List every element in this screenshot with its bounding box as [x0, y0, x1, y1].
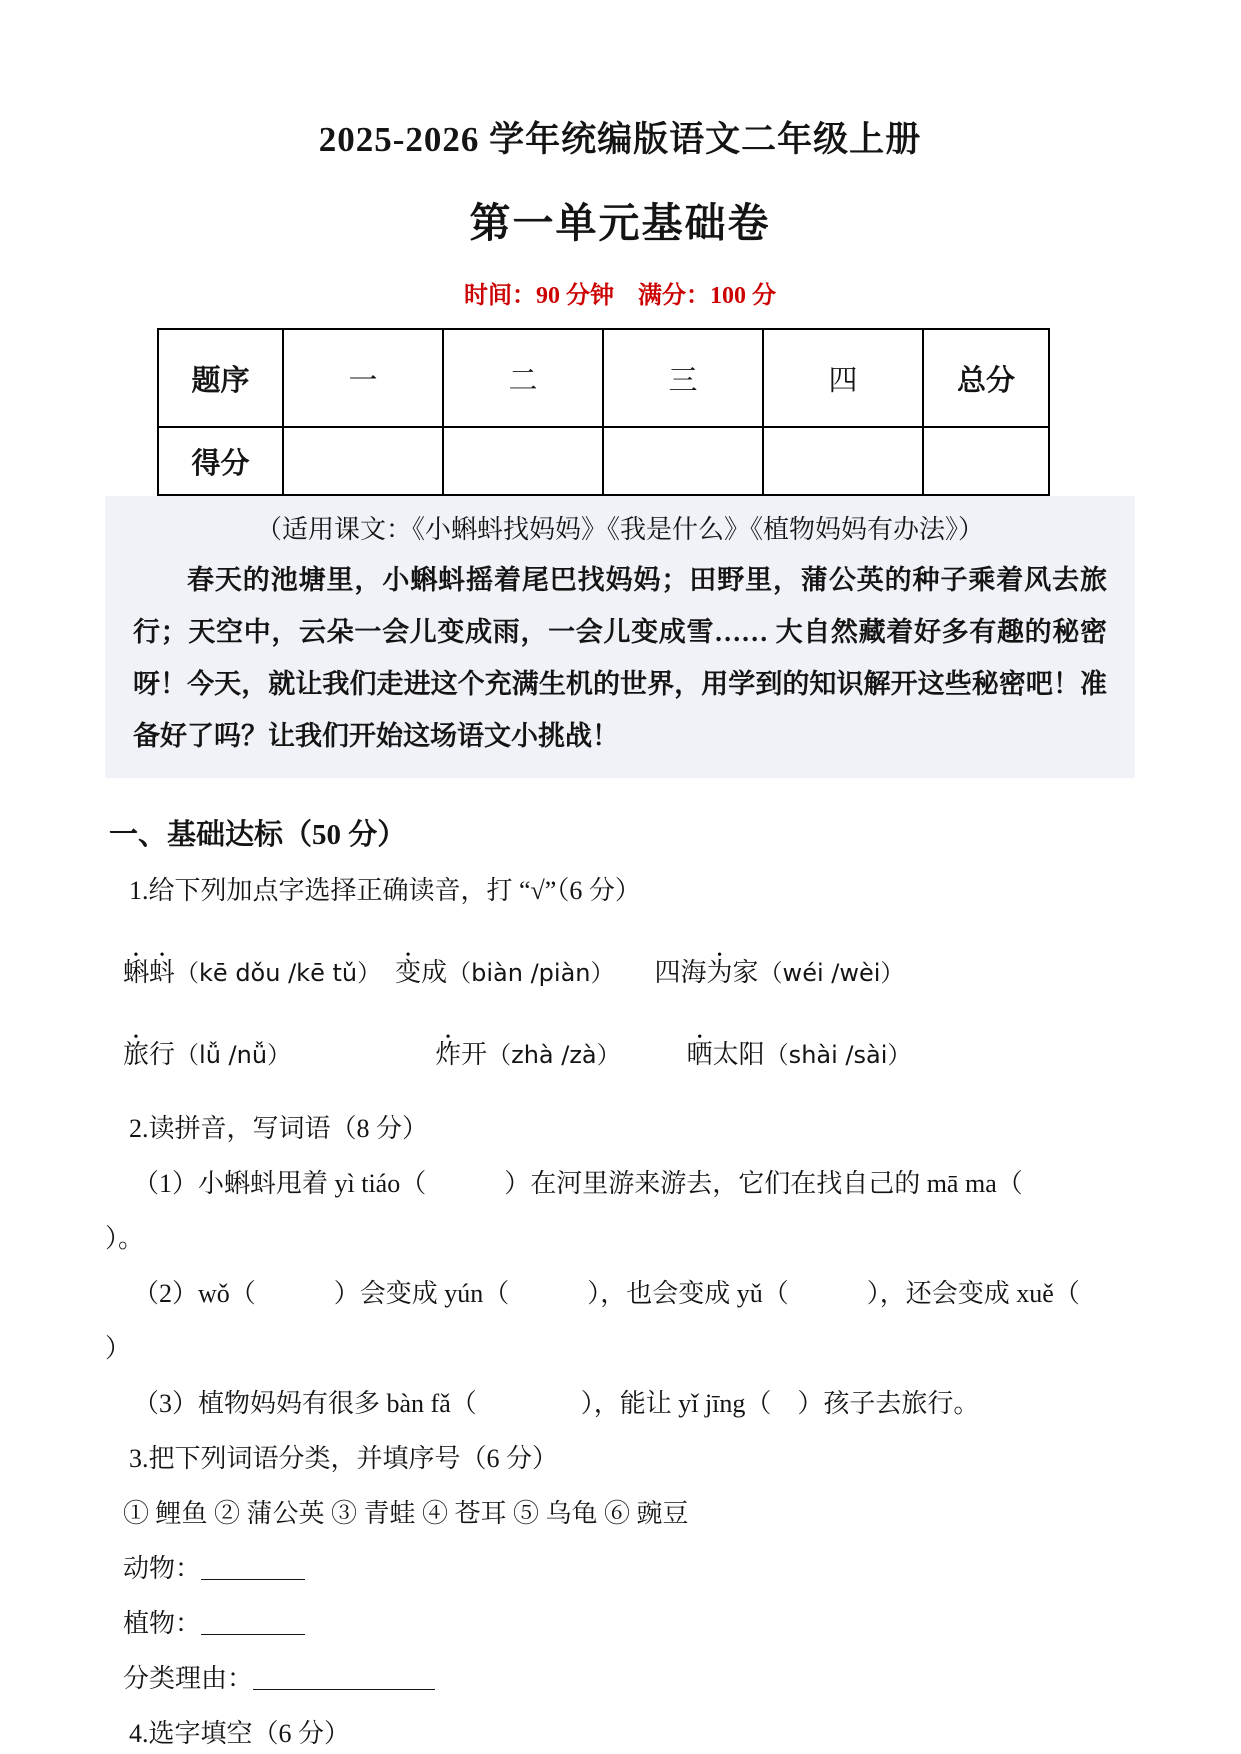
dotted-char: 蚪	[149, 958, 176, 987]
text-segment	[279, 1040, 435, 1069]
q3-reason-blank: 分类理由：＿＿＿＿＿＿＿	[123, 1664, 436, 1693]
q3-word-bank: ① 鲤鱼 ② 蒲公英 ③ 青蛙 ④ 苍耳 ⑤ 乌龟 ⑥ 豌豆	[123, 1499, 689, 1528]
score-cell	[603, 427, 763, 495]
score-cell	[283, 427, 443, 495]
intro-applicable-texts: （适用课文：《小蝌蚪找妈妈》《我是什么》《植物妈妈有办法》）	[255, 515, 984, 544]
intro-box	[105, 496, 1135, 778]
score-table-total-label: 总分	[923, 329, 1049, 427]
text-segment: （wéi /wèi）	[758, 959, 905, 987]
score-table-header-cell: 二	[443, 329, 603, 427]
text-segment: （shài /sài）	[764, 1041, 912, 1069]
dotted-char: 炸	[435, 1040, 462, 1069]
q1-pinyin-line-1	[105, 956, 1135, 990]
section-1-heading: 一、基础达标（50 分）	[109, 819, 407, 851]
dotted-char: 旅	[123, 1040, 150, 1069]
score-cell	[763, 427, 923, 495]
dotted-char: 蝌	[123, 958, 150, 987]
score-row-label: 得分	[158, 427, 283, 495]
score-cell	[923, 427, 1049, 495]
text-segment: 太阳	[712, 1040, 765, 1069]
text-segment: （zhà /zà）	[487, 1041, 609, 1069]
q2-item-2: （2）wǒ（ ）会变成 yún（ ），也会变成 yǔ（ ），还会变成 xuě（	[133, 1279, 1080, 1308]
q2-label: 2.读拼音，写词语（8 分）	[129, 1114, 429, 1143]
text-segment	[603, 958, 655, 987]
score-table-header-row	[158, 329, 1049, 427]
q3-plants-blank: 植物：＿＿＿＿	[123, 1609, 306, 1638]
dotted-char: 为	[706, 958, 733, 987]
text-segment	[609, 1040, 687, 1069]
doc-subtitle: 第一单元基础卷	[469, 200, 771, 246]
intro-paragraph: 春天的池塘里，小蝌蚪摇着尾巴找妈妈；田野里，蒲公英的种子乘着风去旅行；天空中，云朵一会儿变成雨，一会儿变成雪…… 大自然藏着好多有趣的秘密呀！今天，就让我们走进这个充满生机的世界，用学到的知识解开这些秘密吧！准备好了吗？让我们开始这场语文小挑战！	[133, 565, 1107, 751]
exam-meta: 时间：90 分钟 满分：100 分	[464, 283, 776, 309]
text-segment: （biàn /piàn）	[447, 959, 603, 987]
text-segment: 家	[732, 958, 759, 987]
q1-pinyin-line-2	[105, 1038, 1135, 1072]
q1-label: 1.给下列加点字选择正确读音，打 “√”（6 分）	[129, 876, 641, 905]
q4-label: 4.选字填空（6 分）	[129, 1719, 351, 1748]
q2-item-3: （3）植物妈妈有很多 bàn fǎ（ ），能让 yǐ jīng（ ）孩子去旅行。	[133, 1389, 980, 1418]
text-segment	[369, 958, 395, 987]
text-segment: （lǚ /nǚ）	[175, 1041, 280, 1069]
text-segment: 四海	[654, 958, 707, 987]
q2-item-1: （1）小蝌蚪甩着 yì tiáo（ ）在河里游来游去，它们在找自己的 mā ma（	[133, 1169, 1023, 1198]
q2-item-1-continuation: ）。	[105, 1224, 145, 1253]
text-segment: 开	[461, 1040, 488, 1069]
text-segment: 成	[421, 958, 448, 987]
score-table-header-cell: 三	[603, 329, 763, 427]
score-cell	[443, 427, 603, 495]
q3-label: 3.把下列词语分类，并填序号（6 分）	[129, 1444, 559, 1473]
dotted-char: 变	[395, 958, 422, 987]
score-table-header-cell: 一	[283, 329, 443, 427]
score-table-header-cell: 四	[763, 329, 923, 427]
q3-animals-blank: 动物：＿＿＿＿	[123, 1554, 306, 1583]
score-table-corner-label: 题序	[158, 329, 283, 427]
doc-title: 2025-2026 学年统编版语文二年级上册	[318, 120, 922, 159]
score-table	[157, 328, 1050, 496]
text-segment: 行	[149, 1040, 176, 1069]
score-table-score-row	[158, 427, 1049, 495]
dotted-char: 晒	[686, 1040, 713, 1069]
q2-item-2-continuation: ）	[105, 1334, 132, 1363]
text-segment: （kē dǒu /kē tǔ）	[175, 959, 370, 987]
